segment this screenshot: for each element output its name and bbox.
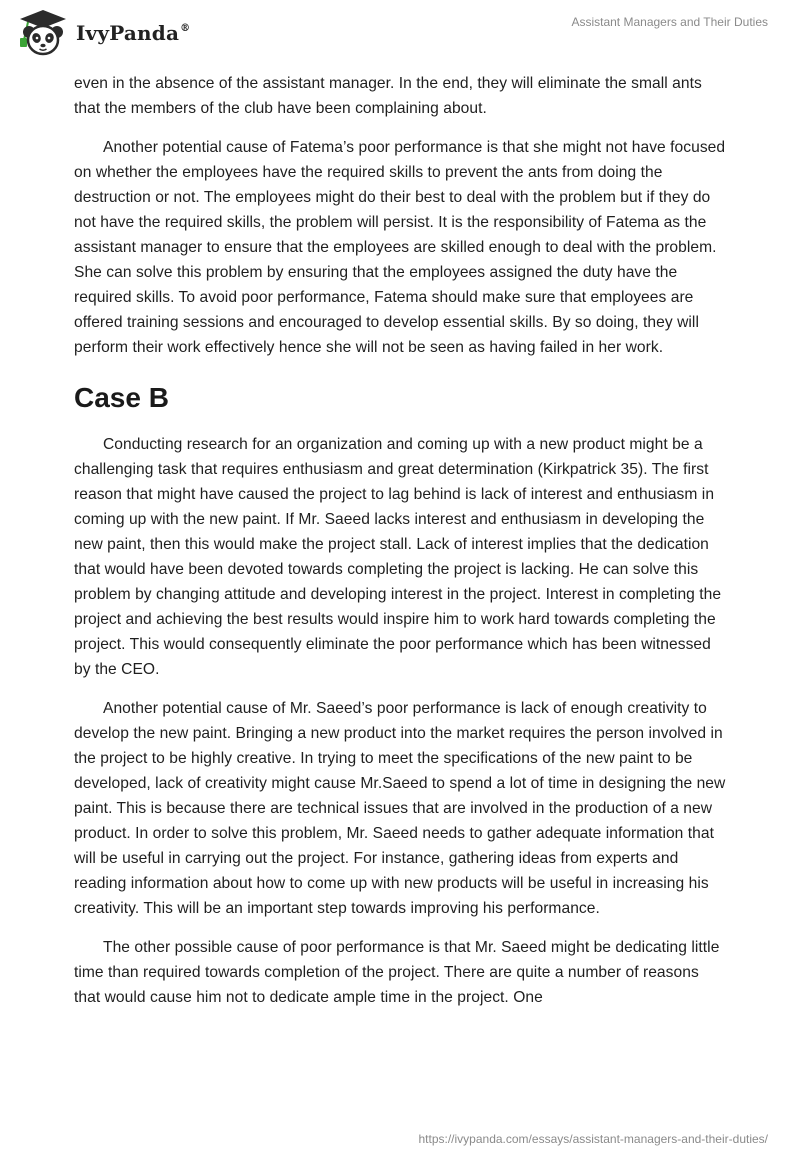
paragraph-fatema-skills: Another potential cause of Fatema’s poor performance is that she might not have focused on whether the employees have the required skills to prevent the ants from doing the destruction or not. The employees might do their best to deal with the problem but if they do not have the required skills, the problem will persist. It is the responsibility of Fatema as the assistant manager to ensure that the employees are skilled enough to deal with the problem. She can solve this problem by ensuring that the employees assigned the duty have the required skills. To avoid poor performance, Fatema should make sure that employees are offered training sessions and encouraged to develop essential skills. By so doing, they will perform their work effectively hence she will not be seen as having failed in her work. (74, 139, 726, 356)
paragraph-saeed-creativity: Another potential cause of Mr. Saeed’s poor performance is lack of enough creativity to develop the new paint. Bringing a new product into the market requires the person involved in the project to be highly creative. In trying to meet the specifications of the new paint to be developed, lack of creativity might cause Mr.Saeed to spend a lot of time in designing the new paint. This is because there are technical issues that are involved in the production of a new product. In order to solve this problem, Mr. Saeed needs to gather adequate information that will be useful in carrying out the project. For instance, gathering ideas from experts and reading information about how to come up with new products will be useful in increasing his creativity. This will be an important step towards improving his performance. (74, 700, 726, 917)
brand-logo[interactable] (14, 8, 204, 58)
brand-name: IvyPanda® (76, 21, 191, 45)
source-url[interactable]: https://ivypanda.com/essays/assistant-managers-and-their-duties/ (418, 1132, 768, 1146)
essay-body (74, 71, 726, 1010)
panda-graduate-icon (14, 8, 72, 58)
page-header (0, 0, 800, 64)
paragraph-saeed-time: The other possible cause of poor performance is that Mr. Saeed might be dedicating little time than required towards completion of the project. There are quite a number of reasons that would cause him not to dedicate ample time in the project. One (74, 939, 720, 1006)
registered-mark: ® (180, 23, 191, 34)
section-heading-case-b: Case B (74, 382, 169, 413)
document-title: Assistant Managers and Their Duties (571, 15, 768, 29)
paragraph-saeed-interest: Conducting research for an organization and coming up with a new product might be a challenging task that requires enthusiasm and great determination (Kirkpatrick 35). The first reason that might have caused the project to lag behind is lack of interest and enthusiasm in coming up with the new paint. If Mr. Saeed lacks interest and enthusiasm in developing the new paint, then this would make the project stall. Lack of interest implies that the dedication that would have been devoted towards completing the project is lacking. He can solve this problem by changing attitude and developing interest in the project. Interest in completing the project and achieving the best results would inspire him to work hard towards completing the project. This would consequently eliminate the poor performance which has been witnessed by the CEO. (74, 436, 722, 678)
paragraph-continuation: even in the absence of the assistant manager. In the end, they will eliminate the small ants that the members of the club have been complaining about. (74, 75, 702, 117)
